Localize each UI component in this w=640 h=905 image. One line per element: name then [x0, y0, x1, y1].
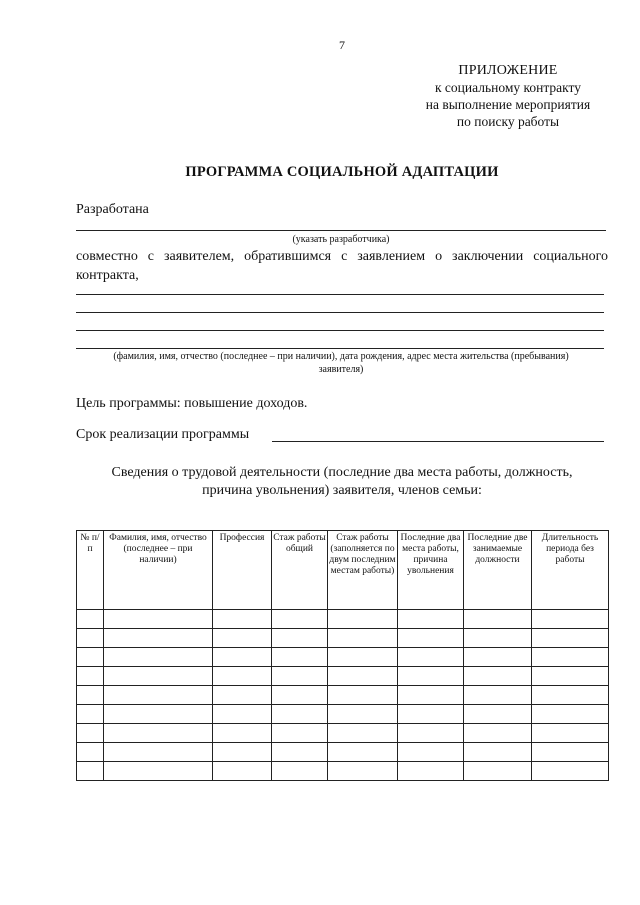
table-cell[interactable]	[104, 686, 213, 705]
table-cell[interactable]	[213, 610, 272, 629]
applicant-fill-line-2[interactable]	[76, 312, 604, 313]
table-cell[interactable]	[532, 610, 609, 629]
employment-info-line-1: Сведения о трудовой деятельности (последние два места работы, должность,	[111, 465, 573, 480]
appendix-line-1: к социальному контракту	[434, 80, 582, 95]
table-cell[interactable]	[532, 686, 609, 705]
applicant-fill-line-3[interactable]	[76, 330, 604, 331]
header-profession: Профессия	[213, 531, 272, 610]
table-cell[interactable]	[104, 743, 213, 762]
table-row	[77, 648, 609, 667]
table-cell[interactable]	[398, 629, 464, 648]
appendix-line-3: по поиску работы	[456, 114, 560, 129]
table-cell[interactable]	[464, 686, 532, 705]
table-row	[77, 629, 609, 648]
table-cell[interactable]	[464, 762, 532, 781]
table-cell[interactable]	[213, 629, 272, 648]
table-cell[interactable]	[328, 743, 398, 762]
header-number: № п/п	[77, 531, 104, 610]
table-cell[interactable]	[77, 667, 104, 686]
table-cell[interactable]	[77, 686, 104, 705]
table-cell[interactable]	[328, 762, 398, 781]
table-cell[interactable]	[77, 724, 104, 743]
table-cell[interactable]	[213, 667, 272, 686]
table-cell[interactable]	[272, 667, 328, 686]
table-cell[interactable]	[464, 648, 532, 667]
table-cell[interactable]	[464, 629, 532, 648]
table-cell[interactable]	[104, 610, 213, 629]
jointly-line-2: контракта,	[76, 268, 139, 283]
table-cell[interactable]	[532, 667, 609, 686]
table-cell[interactable]	[104, 724, 213, 743]
table-cell[interactable]	[104, 705, 213, 724]
table-cell[interactable]	[104, 648, 213, 667]
table-cell[interactable]	[272, 686, 328, 705]
header-experience-last-jobs: Стаж работы (заполняется по двум последним местам работы)	[328, 531, 398, 610]
table-cell[interactable]	[328, 610, 398, 629]
table-cell[interactable]	[398, 686, 464, 705]
table-cell[interactable]	[213, 705, 272, 724]
table-cell[interactable]	[272, 724, 328, 743]
header-total-experience: Стаж работы общий	[272, 531, 328, 610]
table-cell[interactable]	[77, 762, 104, 781]
table-row	[77, 686, 609, 705]
table-cell[interactable]	[272, 705, 328, 724]
table-cell[interactable]	[398, 724, 464, 743]
appendix-heading: ПРИЛОЖЕНИЕ	[458, 63, 558, 78]
employment-table	[76, 530, 609, 781]
table-cell[interactable]	[532, 724, 609, 743]
page-number: 7	[339, 38, 345, 52]
table-cell[interactable]	[272, 610, 328, 629]
document-title: ПРОГРАММА СОЦИАЛЬНОЙ АДАПТАЦИИ	[185, 164, 499, 180]
applicant-fill-line-4[interactable]	[76, 348, 604, 349]
table-cell[interactable]	[398, 648, 464, 667]
table-cell[interactable]	[464, 705, 532, 724]
table-cell[interactable]	[328, 648, 398, 667]
header-last-jobs-reason: Последние два места работы, причина увольнения	[398, 531, 464, 610]
table-cell[interactable]	[272, 629, 328, 648]
table-row	[77, 705, 609, 724]
table-cell[interactable]	[272, 743, 328, 762]
appendix-block	[400, 62, 616, 130]
term-label: Срок реализации программы	[76, 427, 250, 442]
table-cell[interactable]	[104, 667, 213, 686]
table-header-row	[77, 531, 609, 610]
developer-fill-line[interactable]	[76, 230, 606, 231]
table-cell[interactable]	[213, 743, 272, 762]
table-cell[interactable]	[532, 743, 609, 762]
table-cell[interactable]	[398, 762, 464, 781]
table-cell[interactable]	[328, 629, 398, 648]
table-cell[interactable]	[398, 667, 464, 686]
applicant-hint-line-2: заявителя)	[318, 364, 364, 375]
applicant-hint-line-1: (фамилия, имя, отчество (последнее – при наличии), дата рождения, адрес места жительства (пребывания)	[113, 351, 569, 362]
table-row	[77, 762, 609, 781]
program-goal: Цель программы: повышение доходов.	[76, 396, 308, 411]
table-cell[interactable]	[213, 762, 272, 781]
developer-hint: (указать разработчика)	[292, 234, 390, 245]
table-cell[interactable]	[464, 724, 532, 743]
table-cell[interactable]	[532, 648, 609, 667]
table-cell[interactable]	[328, 686, 398, 705]
table-cell[interactable]	[464, 610, 532, 629]
appendix-line-2: на выполнение мероприятия	[425, 97, 591, 112]
table-cell[interactable]	[532, 629, 609, 648]
table-cell[interactable]	[398, 743, 464, 762]
employment-info-line-2: причина увольнения) заявителя, членов семьи:	[202, 483, 482, 498]
term-fill-line[interactable]	[272, 441, 604, 442]
jointly-line-1: совместно с заявителем, обратившимся с заявлением о заключении социального	[76, 249, 608, 264]
table-cell[interactable]	[328, 724, 398, 743]
table-cell[interactable]	[272, 762, 328, 781]
table-cell[interactable]	[398, 705, 464, 724]
applicant-hint	[76, 350, 606, 376]
table-row	[77, 610, 609, 629]
table-cell[interactable]	[213, 686, 272, 705]
header-full-name: Фамилия, имя, отчество (последнее – при наличии)	[104, 531, 213, 610]
developed-label: Разработана	[76, 202, 149, 217]
table-cell[interactable]	[77, 610, 104, 629]
table-cell[interactable]	[464, 667, 532, 686]
table-cell[interactable]	[532, 705, 609, 724]
table-cell[interactable]	[104, 629, 213, 648]
table-cell[interactable]	[213, 648, 272, 667]
table-row	[77, 724, 609, 743]
employment-info	[0, 464, 640, 500]
applicant-fill-line-1[interactable]	[76, 294, 604, 295]
table-cell[interactable]	[104, 762, 213, 781]
table-cell[interactable]	[328, 705, 398, 724]
table-cell[interactable]	[272, 648, 328, 667]
table-row	[77, 743, 609, 762]
table-body	[77, 610, 609, 781]
table-cell[interactable]	[328, 667, 398, 686]
table-row	[77, 667, 609, 686]
table-cell[interactable]	[213, 724, 272, 743]
table-cell[interactable]	[532, 762, 609, 781]
table-cell[interactable]	[77, 629, 104, 648]
table-cell[interactable]	[398, 610, 464, 629]
header-unemployment-duration: Длительность периода без работы	[532, 531, 609, 610]
table-cell[interactable]	[77, 705, 104, 724]
table-cell[interactable]	[77, 743, 104, 762]
table-cell[interactable]	[464, 743, 532, 762]
header-last-positions: Последние две занимаемые должности	[464, 531, 532, 610]
table-cell[interactable]	[77, 648, 104, 667]
